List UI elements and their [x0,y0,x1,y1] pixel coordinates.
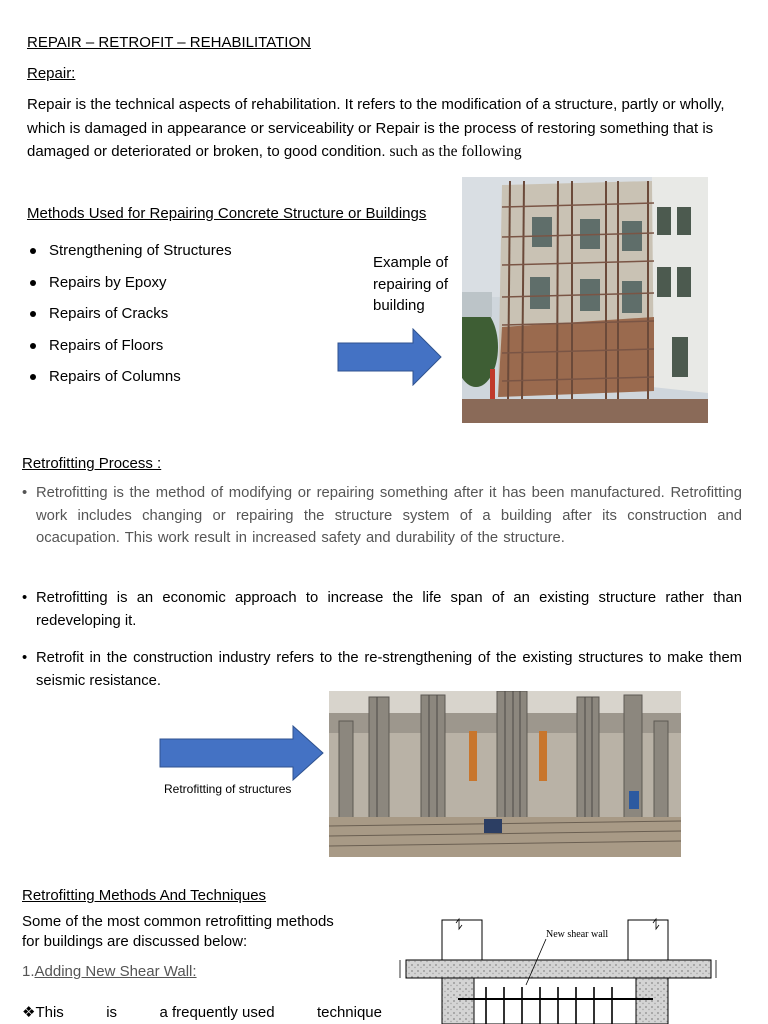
diagram-label: New shear wall [546,929,609,940]
retrofit-item-text: Retrofitting is the method of modifying or repairing something after it has been manufactured. Retrofitting work includes changing or repairing the structure system of a building after its construction and ocacupation. This work result in increased safety and durability of the structure. [36,485,742,546]
methods-heading: Methods Used for Repairing Concrete Structure or Buildings [27,205,427,222]
right-arrow-icon [337,328,443,386]
retrofitting-structures-photo [329,691,681,857]
retrofitting-methods-intro [22,912,334,952]
description-word: ❖This [22,1004,64,1021]
repair-paragraph [27,93,739,164]
intro-line: Some of the most common retrofitting methods [22,913,334,930]
right-arrow-icon [159,725,325,781]
shear-wall-diagram [398,915,718,1024]
example-caption-line: Example of [373,254,449,271]
description-word: technique [316,1004,382,1021]
description-word: is [106,1004,118,1021]
bullet-icon: • [22,485,28,501]
list-item [22,647,742,692]
list-item: Repairs of Floors [27,336,232,368]
retrofit-item-text: Retrofit in the construction industry refers to the re-strengthening of the existing structures to make them seismic resistance. [36,650,742,689]
example-caption-line: building [373,297,425,314]
list-item [22,482,742,550]
list-item [22,587,742,632]
retrofit-item-text: Retrofitting is an economic approach to increase the life span of an existing structure rather than redeveloping it. [36,590,742,629]
sub-number: 1. [22,963,35,980]
shear-wall-description [22,1003,382,1023]
page-title: REPAIR – RETROFIT – REHABILITATION [27,34,311,51]
list-item: Repairs of Columns [27,367,232,399]
bullet-icon: • [22,650,28,666]
retrofitting-methods-heading: Retrofitting Methods And Techniques [22,887,267,904]
bullet-icon: • [22,590,28,606]
diamond-bullet-icon: ❖ [22,1004,36,1021]
retrofit-image-caption: Retrofitting of structures [164,782,292,796]
sub-title: Adding New Shear Wall: [34,963,197,980]
description-word: a frequently used [159,1004,275,1021]
example-caption [373,252,448,317]
retrofitting-process-heading: Retrofitting Process : [22,455,162,472]
building-repair-photo [462,177,708,423]
list-item: Repairs by Epoxy [27,273,232,305]
intro-line: for buildings are discussed below: [22,933,248,950]
list-item: Repairs of Cracks [27,304,232,336]
shear-wall-subheading [22,962,197,982]
example-caption-line: repairing of [373,275,449,293]
repair-paragraph-text: Repair is the technical aspects of rehabilitation. It refers to the modification of a structure, partly or wholly, which is damaged in appearance or serviceability or Repair is the process of restoring something that is damaged or deteriorated or broken, to good condition. [27,96,725,160]
list-item: Strengthening of Structures [27,241,232,273]
repair-paragraph-tail: such as the following [385,143,522,160]
methods-list [27,241,232,399]
repair-heading: Repair: [27,65,76,82]
